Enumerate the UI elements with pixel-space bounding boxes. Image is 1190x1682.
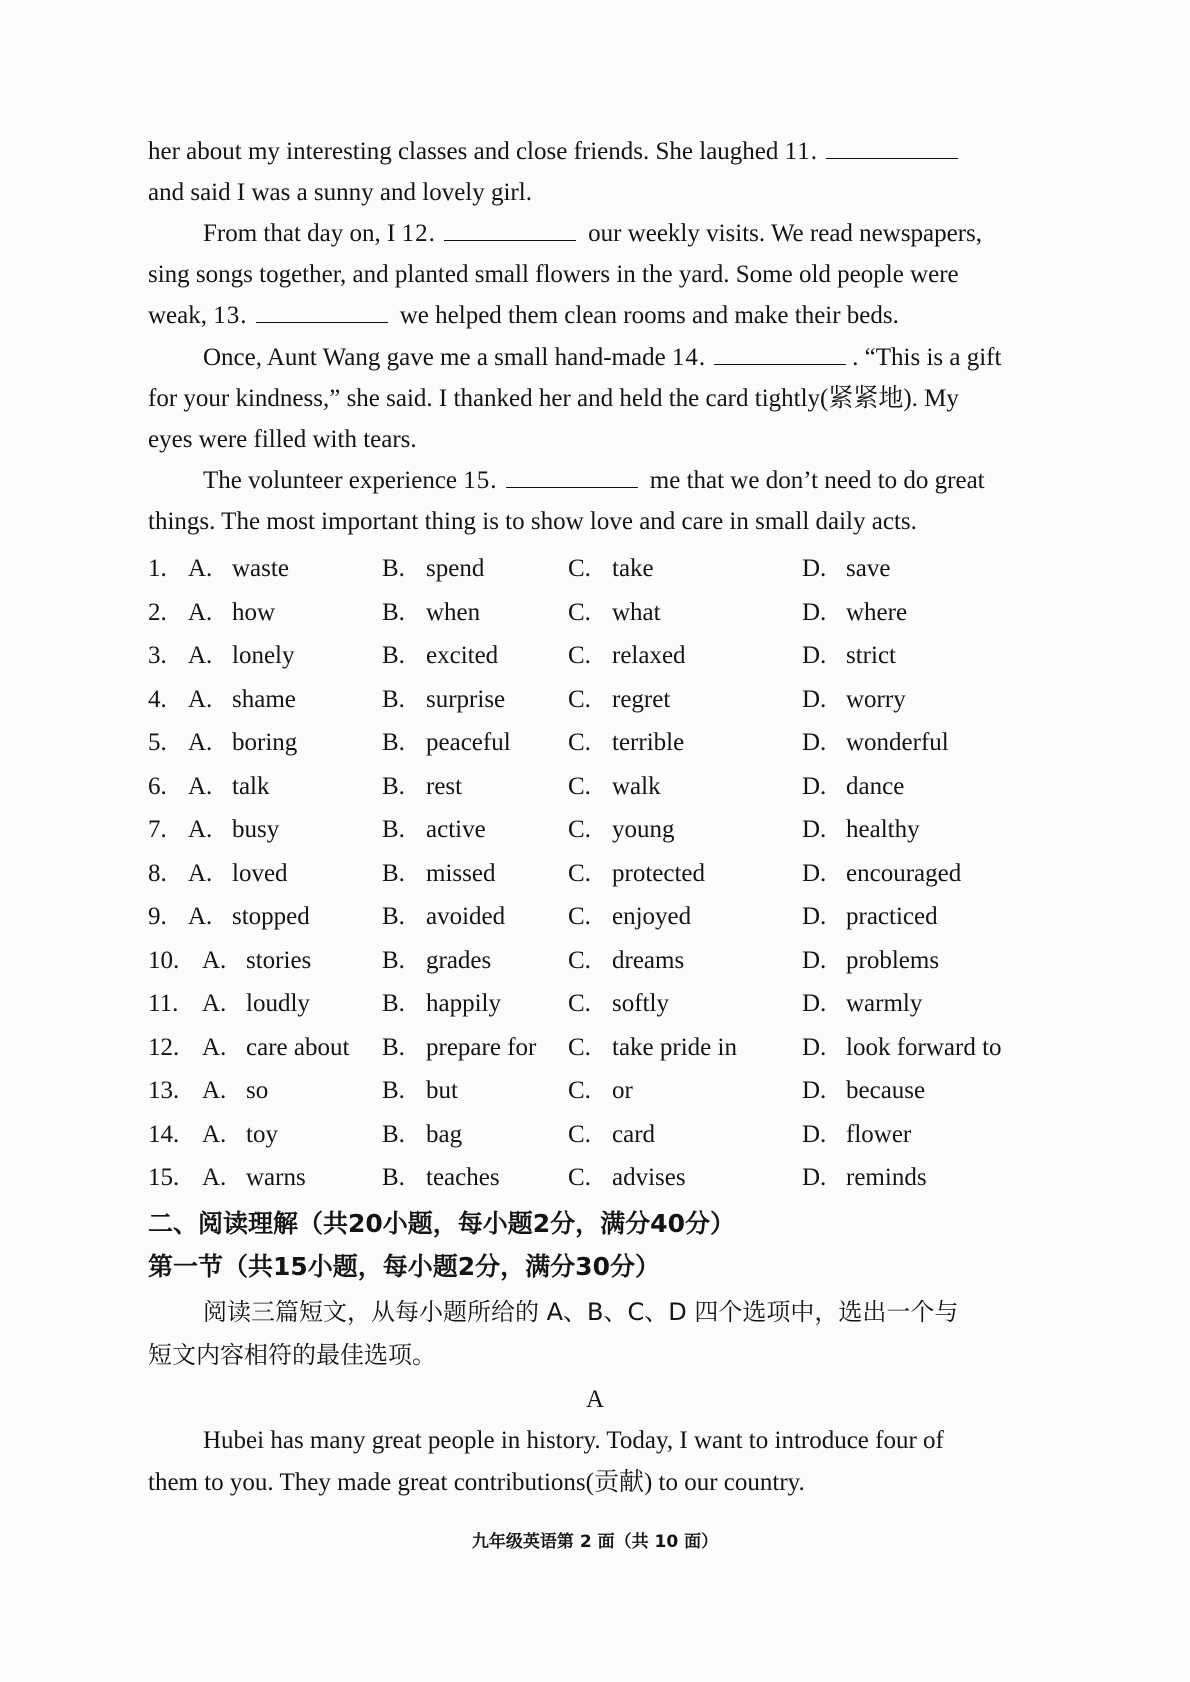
option-text: take pride in (612, 1033, 737, 1061)
option-row (148, 682, 1048, 718)
option-text: worry (846, 685, 906, 713)
option-letter: C. (568, 685, 591, 713)
option-b (382, 943, 491, 979)
text: eyes were filled with tears. (148, 426, 417, 453)
option-text: encouraged (846, 859, 962, 887)
option-d (802, 595, 907, 631)
question-number: 7. (148, 816, 167, 843)
option-row (148, 899, 1048, 935)
passage-line-5 (148, 299, 1048, 333)
option-letter: C. (568, 903, 591, 930)
page-footer: 九年级英语第 2 面（共 10 面） (471, 1532, 719, 1552)
option-text: warmly (846, 990, 923, 1017)
option-letter: A. (202, 1164, 227, 1191)
option-letter: D. (802, 1120, 827, 1148)
option-text: advises (612, 1164, 686, 1191)
option-a (202, 1073, 268, 1109)
option-row (148, 769, 1048, 805)
option-letter: A. (202, 1077, 227, 1104)
option-text: surprise (426, 685, 506, 713)
option-a (188, 638, 295, 674)
option-text: flower (846, 1120, 912, 1148)
option-letter: B. (382, 816, 405, 843)
option-text: missed (426, 859, 496, 887)
option-text: enjoyed (612, 903, 692, 930)
option-letter: A. (188, 598, 213, 626)
option-letter: B. (382, 555, 405, 582)
option-letter: B. (382, 729, 405, 756)
option-d (802, 551, 890, 587)
option-a (202, 1160, 306, 1196)
option-letter: A. (202, 1120, 227, 1148)
text: and said I was a sunny and lovely girl. (148, 179, 532, 206)
option-row (148, 551, 1048, 587)
option-letter: B. (382, 1120, 405, 1148)
text: for your kindness,” she said. I thanked her and held the card tightly(紧紧地). My (148, 385, 959, 412)
passage-line-3 (203, 217, 1103, 251)
option-letter: D. (802, 729, 827, 756)
option-letter: A. (188, 642, 213, 669)
option-text: when (426, 598, 481, 626)
option-letter: A. (188, 729, 213, 756)
option-c (568, 682, 670, 718)
option-c (568, 856, 705, 892)
option-letter: C. (568, 1120, 591, 1148)
option-text: walk (612, 772, 661, 800)
option-text: warns (246, 1164, 306, 1191)
option-text: excited (426, 642, 499, 669)
option-b (382, 682, 505, 718)
blank-number: 12. (401, 220, 436, 247)
text: her about my interesting classes and close friends. She laughed (148, 138, 785, 165)
passage-title: A (585, 1386, 605, 1413)
option-b (382, 899, 505, 935)
option-letter: B. (382, 772, 405, 800)
option-a (188, 769, 270, 805)
option-text: teaches (426, 1164, 500, 1191)
option-letter: B. (382, 1033, 405, 1061)
answer-blank (506, 465, 638, 488)
option-text: so (246, 1077, 269, 1104)
passage-line-1 (148, 135, 1048, 169)
option-letter: C. (568, 859, 591, 887)
option-a (188, 595, 275, 631)
option-text: toy (246, 1120, 278, 1148)
option-letter: B. (382, 1077, 405, 1104)
option-text: protected (612, 859, 706, 887)
option-row (148, 812, 1048, 848)
option-text: save (846, 555, 891, 582)
question-number: 2. (148, 598, 167, 626)
option-row (148, 856, 1048, 892)
option-d (802, 1160, 927, 1196)
question-number: 3. (148, 642, 167, 669)
option-d (802, 1073, 925, 1109)
option-c (568, 899, 691, 935)
option-text: prepare for (426, 1033, 537, 1061)
option-row (148, 638, 1048, 674)
text: things. The most important thing is to show love and care in small daily acts. (148, 508, 917, 535)
option-row (148, 595, 1048, 631)
option-text: grades (426, 946, 492, 974)
passage-line-10 (148, 505, 1048, 539)
option-text: busy (232, 816, 280, 843)
option-text: healthy (846, 816, 920, 843)
option-a (202, 1117, 278, 1153)
option-text: talk (232, 772, 270, 800)
blank-number: 15. (463, 467, 498, 494)
option-c (568, 812, 675, 848)
option-letter: D. (802, 946, 827, 974)
part-heading: 第一节（共15小题，每小题2分，满分30分） (148, 1252, 660, 1281)
option-text: boring (232, 729, 298, 756)
option-row (148, 1117, 1048, 1153)
question-number: 8. (148, 859, 167, 887)
question-number: 10. (148, 946, 180, 974)
option-b (382, 551, 484, 587)
option-letter: B. (382, 598, 405, 626)
option-c (568, 943, 684, 979)
option-letter: D. (802, 685, 827, 713)
option-text: practiced (846, 903, 938, 930)
option-letter: B. (382, 859, 405, 887)
question-number: 14. (148, 1120, 180, 1148)
option-text: rest (426, 772, 463, 800)
question-number: 11. (148, 990, 179, 1017)
option-text: dreams (612, 946, 685, 974)
blank-number: 11. (784, 138, 818, 165)
option-row (148, 943, 1048, 979)
text: From that day on, I (203, 220, 402, 247)
option-letter: C. (568, 816, 591, 843)
option-b (382, 986, 501, 1022)
option-text: relaxed (612, 642, 686, 669)
option-letter: D. (802, 990, 827, 1017)
option-text: wonderful (846, 729, 949, 756)
option-b (382, 595, 480, 631)
option-a (202, 986, 310, 1022)
option-text: active (426, 816, 486, 843)
option-letter: B. (382, 946, 405, 974)
option-row (148, 1030, 1048, 1066)
option-text: waste (232, 555, 289, 582)
option-a (188, 856, 288, 892)
option-row (148, 1160, 1048, 1196)
option-letter: C. (568, 1077, 591, 1104)
option-letter: D. (802, 903, 827, 930)
option-b (382, 1073, 458, 1109)
option-letter: C. (568, 946, 591, 974)
section-heading: 二、阅读理解（共20小题，每小题2分，满分40分） (148, 1209, 735, 1238)
option-a (202, 943, 311, 979)
option-letter: A. (202, 946, 227, 974)
option-text: loved (232, 859, 288, 887)
option-text: but (426, 1077, 458, 1104)
option-letter: A. (188, 685, 213, 713)
text: . “This is a gift (852, 344, 1002, 371)
option-c (568, 1073, 633, 1109)
option-letter: C. (568, 1033, 591, 1061)
option-d (802, 812, 920, 848)
text: our weekly visits. We read newspapers, (581, 220, 983, 247)
passage-line-7 (148, 382, 1048, 416)
instruction-line-1: 阅读三篇短文，从每小题所给的 A、B、C、D 四个选项中，选出一个与 (203, 1298, 959, 1326)
option-text: shame (232, 685, 296, 713)
option-b (382, 725, 511, 761)
passage-line-8 (148, 423, 1048, 457)
question-number: 12. (148, 1033, 180, 1061)
option-text: regret (612, 685, 671, 713)
question-number: 1. (148, 555, 167, 582)
option-row (148, 986, 1048, 1022)
blank-number: 13. (213, 302, 248, 329)
option-letter: D. (802, 642, 827, 669)
option-letter: C. (568, 990, 591, 1017)
text: Once, Aunt Wang gave me a small hand-made (203, 344, 672, 371)
option-c (568, 551, 654, 587)
question-number: 6. (148, 772, 167, 800)
option-d (802, 682, 906, 718)
option-text: look forward to (846, 1033, 1002, 1061)
option-letter: B. (382, 642, 405, 669)
text: sing songs together, and planted small flowers in the yard. Some old people were (148, 261, 959, 288)
option-letter: D. (802, 555, 827, 582)
option-letter: A. (202, 1033, 227, 1061)
option-text: stopped (232, 903, 310, 930)
option-letter: A. (188, 903, 213, 930)
option-text: young (612, 816, 675, 843)
option-row (148, 725, 1048, 761)
option-b (382, 638, 498, 674)
option-a (188, 725, 297, 761)
text: me that we don’t need to do great (643, 467, 985, 494)
option-text: loudly (246, 990, 310, 1017)
option-a (202, 1030, 349, 1066)
option-c (568, 725, 684, 761)
option-text: bag (426, 1120, 463, 1148)
option-d (802, 1117, 911, 1153)
question-number: 4. (148, 685, 167, 713)
option-d (802, 986, 922, 1022)
option-letter: A. (202, 990, 227, 1017)
option-c (568, 1030, 737, 1066)
blank-number: 14. (671, 344, 707, 371)
option-b (382, 856, 495, 892)
option-letter: C. (568, 1164, 591, 1191)
option-text: terrible (612, 729, 685, 756)
option-letter: D. (802, 1033, 827, 1061)
option-letter: A. (188, 816, 213, 843)
option-text: reminds (846, 1164, 927, 1191)
question-number: 15. (148, 1164, 180, 1191)
option-c (568, 595, 661, 631)
option-letter: C. (568, 642, 591, 669)
option-d (802, 769, 904, 805)
option-text: avoided (426, 903, 506, 930)
option-letter: B. (382, 685, 405, 713)
option-text: softly (612, 990, 669, 1017)
option-letter: D. (802, 1077, 827, 1104)
option-c (568, 769, 661, 805)
passage-line-4 (148, 258, 1048, 292)
option-letter: B. (382, 903, 405, 930)
option-text: where (846, 598, 908, 626)
option-text: spend (426, 555, 485, 582)
passage-a-line-2: them to you. They made great contributions(贡献) to our country. (148, 1469, 805, 1496)
question-number: 5. (148, 729, 167, 756)
option-letter: D. (802, 1164, 827, 1191)
option-text: how (232, 598, 276, 626)
answer-blank (256, 300, 388, 323)
option-d (802, 725, 949, 761)
option-letter: D. (802, 598, 827, 626)
option-text: card (612, 1120, 656, 1148)
question-number: 9. (148, 903, 167, 930)
option-text: what (612, 598, 661, 626)
option-a (188, 812, 279, 848)
option-text: care about (246, 1033, 350, 1061)
option-text: because (846, 1077, 926, 1104)
option-row (148, 1073, 1048, 1109)
answer-blank (444, 218, 576, 241)
option-letter: A. (188, 772, 213, 800)
option-text: or (612, 1077, 633, 1104)
option-c (568, 1160, 686, 1196)
option-text: happily (426, 990, 501, 1017)
passage-a-line-1: Hubei has many great people in history. Today, I want to introduce four of (203, 1427, 944, 1454)
option-letter: C. (568, 772, 591, 800)
option-letter: C. (568, 555, 591, 582)
option-b (382, 1117, 462, 1153)
option-b (382, 1030, 536, 1066)
option-letter: C. (568, 729, 591, 756)
option-a (188, 682, 296, 718)
option-letter: B. (382, 1164, 405, 1191)
option-letter: D. (802, 816, 827, 843)
passage-line-2 (148, 176, 1048, 210)
option-d (802, 856, 961, 892)
option-b (382, 1160, 500, 1196)
option-letter: B. (382, 990, 405, 1017)
option-text: problems (846, 946, 940, 974)
option-b (382, 812, 486, 848)
instruction-line-2: 短文内容相符的最佳选项。 (148, 1341, 436, 1369)
answer-blank (714, 342, 846, 365)
option-c (568, 1117, 655, 1153)
option-letter: C. (568, 598, 591, 626)
passage-line-9 (203, 464, 1103, 498)
text: we helped them clean rooms and make their beds. (393, 302, 899, 329)
option-d (802, 943, 939, 979)
option-letter: A. (188, 859, 213, 887)
option-d (802, 899, 938, 935)
option-text: stories (246, 946, 312, 974)
option-text: lonely (232, 642, 295, 669)
text: The volunteer experience (203, 467, 464, 494)
option-letter: D. (802, 772, 827, 800)
option-c (568, 986, 669, 1022)
option-letter: D. (802, 859, 827, 887)
passage-line-6 (203, 341, 1103, 375)
option-text: peaceful (426, 729, 511, 756)
option-d (802, 1030, 1002, 1066)
option-text: dance (846, 772, 905, 800)
question-number: 13. (148, 1077, 180, 1104)
text: weak, (148, 302, 214, 329)
option-c (568, 638, 686, 674)
option-text: take (612, 555, 654, 582)
answer-blank (826, 136, 958, 159)
option-letter: A. (188, 555, 213, 582)
option-a (188, 551, 289, 587)
option-a (188, 899, 310, 935)
option-text: strict (846, 642, 896, 669)
option-d (802, 638, 896, 674)
option-b (382, 769, 462, 805)
